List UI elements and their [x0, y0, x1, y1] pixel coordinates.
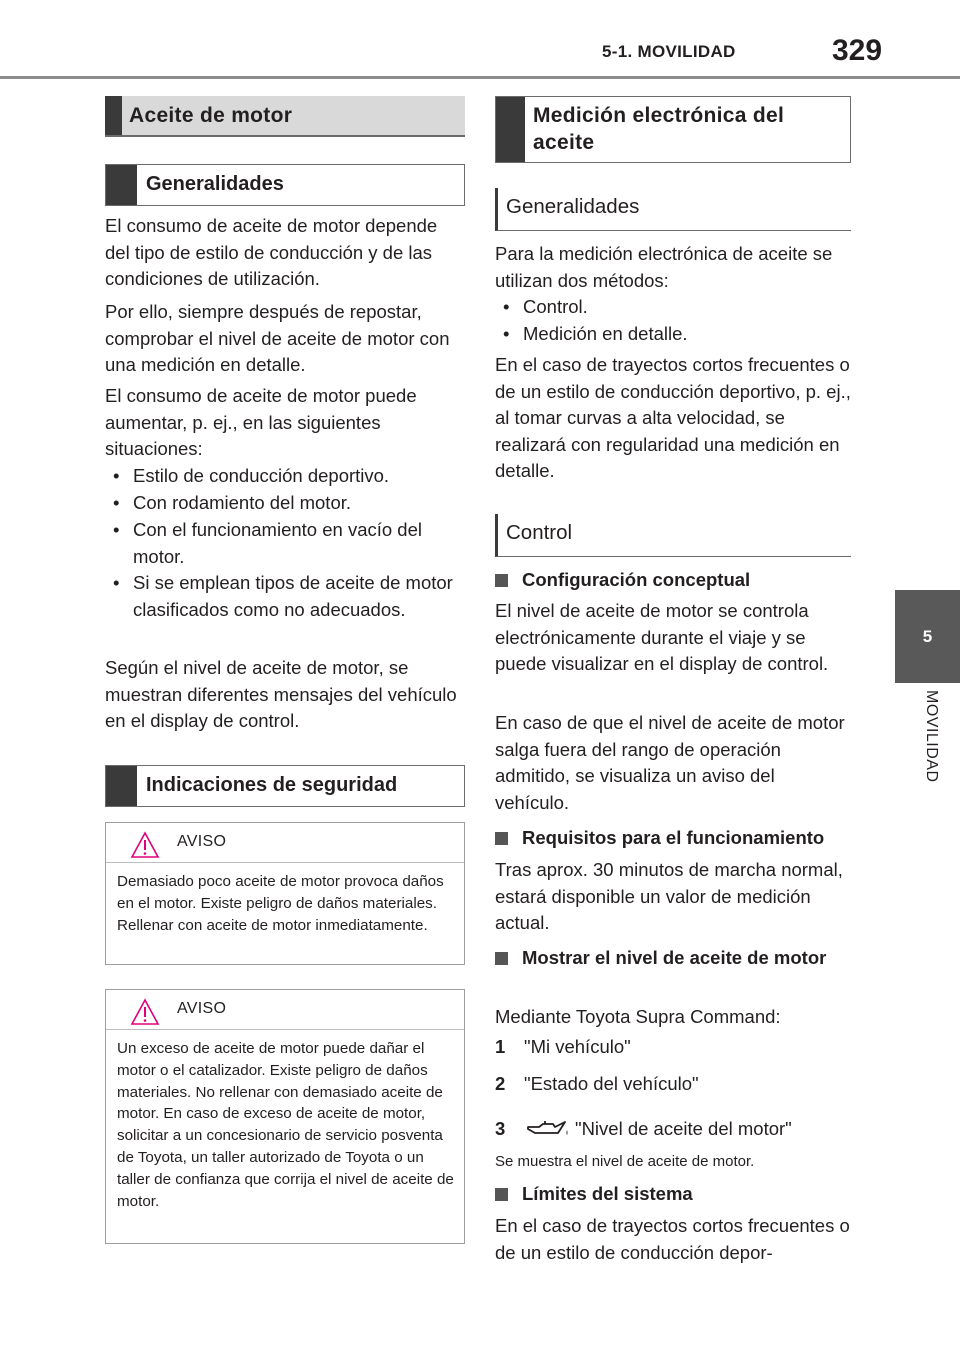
square-bullet-icon: [495, 952, 508, 965]
paragraph: Tras aprox. 30 minutos de marcha normal, estará disponible un valor de medición actual.: [495, 859, 843, 933]
subsection-heading: Requisitos para el funcionamiento: [495, 825, 857, 852]
subheading-generalidades: Generalidades: [105, 164, 465, 206]
bullet-item: • Medición en detalle.: [495, 321, 851, 348]
warning-box: [105, 822, 465, 965]
paragraph: En el caso de trayectos cortos frecuentes o de un estilo de conducción deportivo, p. ej., al tomar curvas a alta velocidad, se realizará con regularidad una medición en detalle.: [495, 354, 851, 481]
subheading-indicaciones-seguridad: Indicaciones de seguridad: [105, 765, 465, 807]
subheading-control: Control: [495, 514, 851, 557]
paragraph: En caso de que el nivel de aceite de motor salga fuera del rango de operación admitido, se visualiza un aviso del vehículo.: [495, 712, 845, 813]
chapter-label: MOVILIDAD: [923, 690, 940, 783]
section-title: 5-1. MOVILIDAD: [602, 42, 736, 61]
oil-level-icon: [525, 1119, 571, 1141]
paragraph: En el caso de trayectos cortos frecuentes o de un estilo de conducción depor-: [495, 1215, 850, 1263]
step-item: 3 "Nivel de aceite del motor": [495, 1118, 792, 1139]
page-number: 329: [832, 34, 883, 67]
header-divider: [0, 76, 960, 79]
paragraph: Por ello, siempre después de repostar, comprobar el nivel de aceite de motor con una medición en detalle.: [105, 301, 450, 375]
warning-box: [105, 989, 465, 1244]
square-bullet-icon: [495, 832, 508, 845]
paragraph: El consumo de aceite de motor puede aumentar, p. ej., en las siguientes situaciones:: [105, 385, 417, 459]
paragraph: El nivel de aceite de motor se controla electrónicamente durante el viaje y se puede visualizar en el display de control.: [495, 600, 829, 674]
warning-text: Demasiado poco aceite de motor provoca daños en el motor. Existe peligro de daños materiales. Rellenar con aceite de motor inmediatamente.: [117, 873, 444, 934]
note-text: Se muestra el nivel de aceite de motor.: [495, 1153, 755, 1170]
chapter-tab: [895, 590, 960, 683]
warning-triangle-icon: [130, 998, 160, 1026]
chapter-number: 5: [922, 626, 933, 646]
subheading-generalidades: Generalidades: [495, 188, 851, 231]
heading-aceite-de-motor: Aceite de motor: [105, 96, 465, 136]
step-item: 1 "Mi vehículo": [495, 1036, 631, 1057]
warning-label: AVISO: [177, 833, 227, 850]
bullet-item: • Estilo de conducción deportivo.: [105, 463, 461, 490]
bullet-item: • Con rodamiento del motor.: [105, 490, 461, 517]
subsection-heading: Mostrar el nivel de aceite de motor: [495, 945, 835, 972]
paragraph: Mediante Toyota Supra Command:: [495, 1006, 781, 1027]
bullet-item: • Si se emplean tipos de aceite de motor clasificados como no adecuados.: [105, 570, 461, 623]
subsection-heading: Configuración conceptual: [495, 567, 851, 594]
warning-label: AVISO: [177, 1000, 227, 1017]
square-bullet-icon: [495, 1188, 508, 1201]
paragraph: Según el nivel de aceite de motor, se muestran diferentes mensajes del vehículo en el display de control.: [105, 657, 457, 731]
heading-medicion-electronica: Medición electrónica del aceite: [495, 96, 851, 163]
paragraph: El consumo de aceite de motor depende del tipo de estilo de conducción y de las condiciones de utilización.: [105, 215, 438, 289]
warning-triangle-icon: [130, 831, 160, 859]
paragraph: Para la medición electrónica de aceite se utilizan dos métodos:: [495, 243, 833, 291]
bullet-item: • Con el funcionamiento en vacío del motor.: [105, 517, 461, 570]
square-bullet-icon: [495, 574, 508, 587]
subsection-heading: Límites del sistema: [495, 1181, 851, 1208]
warning-text: Un exceso de aceite de motor puede dañar el motor o el catalizador. Existe peligro de daños materiales. No rellenar con demasiado aceite de motor. En caso de exceso de aceite de motor, solicitar a un concesionario de servicio posventa de Toyota, un taller autorizado de Toyota o un taller de confianza que corrija el nivel de aceite de motor.: [117, 1040, 454, 1210]
bullet-item: • Control.: [495, 294, 851, 321]
step-item: 2 "Estado del vehículo": [495, 1073, 699, 1094]
